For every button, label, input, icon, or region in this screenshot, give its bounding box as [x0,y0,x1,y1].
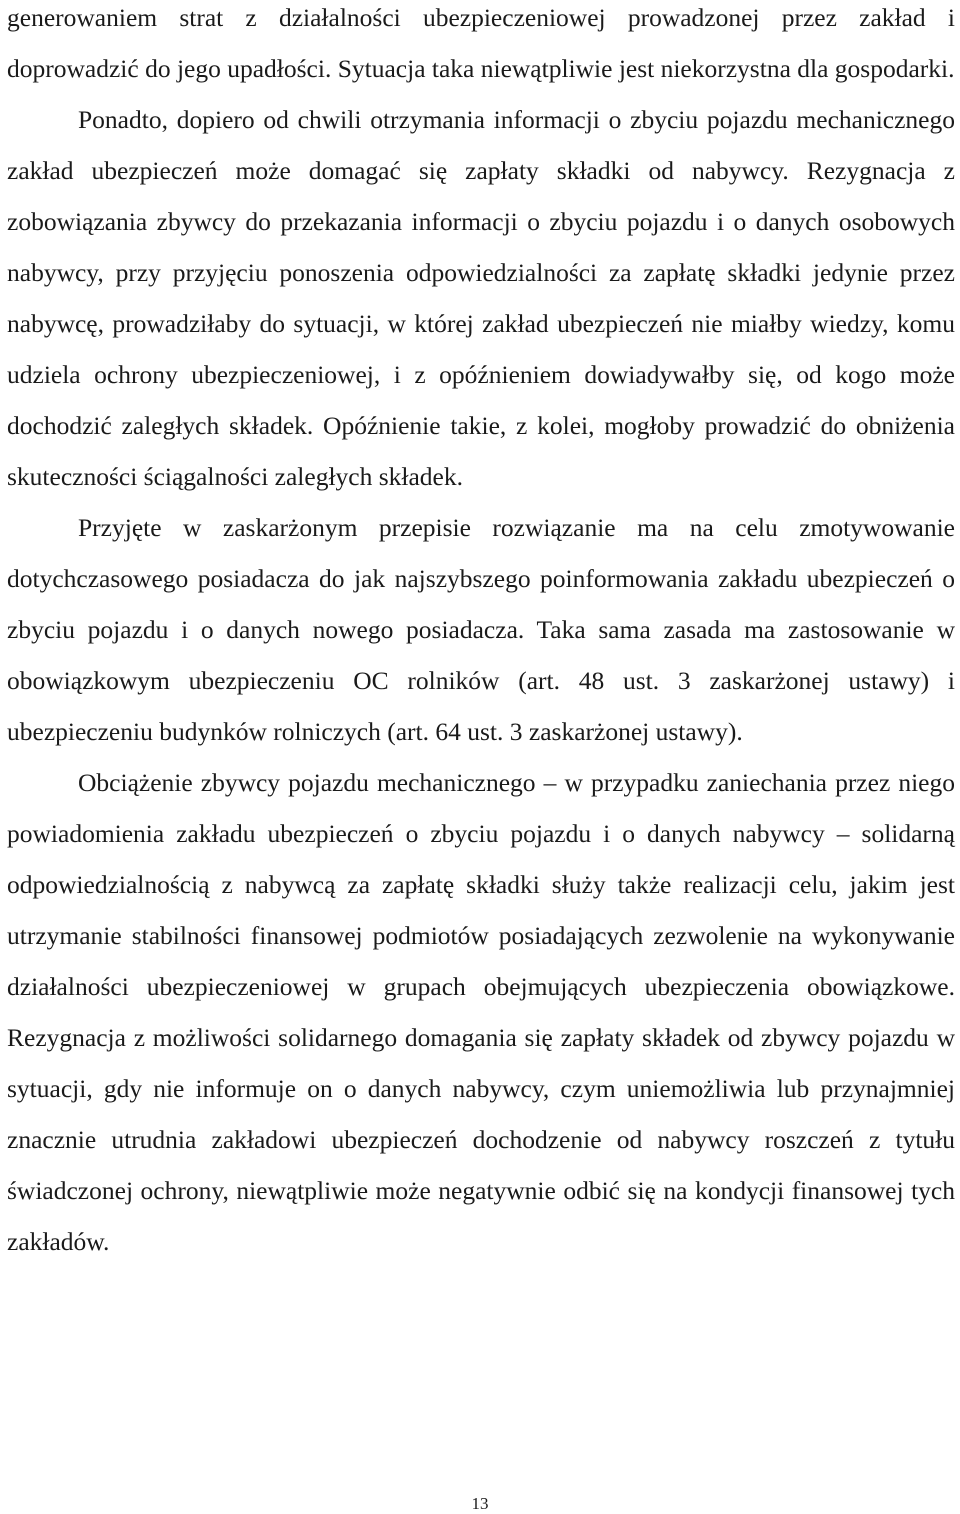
paragraph-1: generowaniem strat z działalności ubezpieczeniowej prowadzonej przez zakład i doprowadzić do jego upadłości. Sytuacja taka niewątpliwie jest niekorzystna dla gospodarki. [7,3,955,83]
paragraph-2: Ponadto, dopiero od chwili otrzymania informacji o zbyciu pojazdu mechanicznego zakład ubezpieczeń może domagać się zapłaty składki od nabywcy. Rezygnacja z zobowiązania zbywcy do przekazania informacji o zbyciu pojazdu i o danych osobowych nabywcy, przy przyjęciu ponoszenia odpowiedzialności za zapłatę składki jedynie przez nabywcę, prowadziłaby do sytuacji, w której zakład ubezpieczeń nie miałby wiedzy, komu udziela ochrony ubezpieczeniowej, i z opóźnieniem dowiadywałby się, od kogo może dochodzić zaległych składek. Opóźnienie takie, z kolei, mogłoby prowadzić do obniżenia skuteczności ściągalności zaległych składek. [7,105,955,491]
paragraph-3: Przyjęte w zaskarżonym przepisie rozwiązanie ma na celu zmotywowanie dotychczasowego posiadacza do jak najszybszego poinformowania zakładu ubezpieczeń o zbyciu pojazdu i o danych nowego posiadacza. Taka sama zasada ma zastosowanie w obowiązkowym ubezpieczeniu OC rolników (art. 48 ust. 3 zaskarżonej ustawy) i ubezpieczeniu budynków rolniczych (art. 64 ust. 3 zaskarżonej ustawy). [7,513,955,746]
page-number: 13 [471,1494,489,1513]
body-text [7,0,955,1267]
paragraph-4: Obciążenie zbywcy pojazdu mechanicznego – w przypadku zaniechania przez niego powiadomienia zakładu ubezpieczeń o zbyciu pojazdu i o danych nabywcy – solidarną odpowiedzialnością z nabywcą za zapłatę składki służy także realizacji celu, jakim jest utrzymanie stabilności finansowej podmiotów posiadających zezwolenie na wykonywanie działalności ubezpieczeniowej w grupach obejmujących ubezpieczenia obowiązkowe. Rezygnacja z możliwości solidarnego domagania się zapłaty składek od zbywcy pojazdu w sytuacji, gdy nie informuje on o danych nabywcy, czym uniemożliwia lub przynajmniej znacznie utrudnia zakładowi ubezpieczeń dochodzenie od nabywcy roszczeń z tytułu świadczonej ochrony, niewątpliwie może negatywnie odbić się na kondycji finansowej tych zakładów. [7,768,955,1256]
